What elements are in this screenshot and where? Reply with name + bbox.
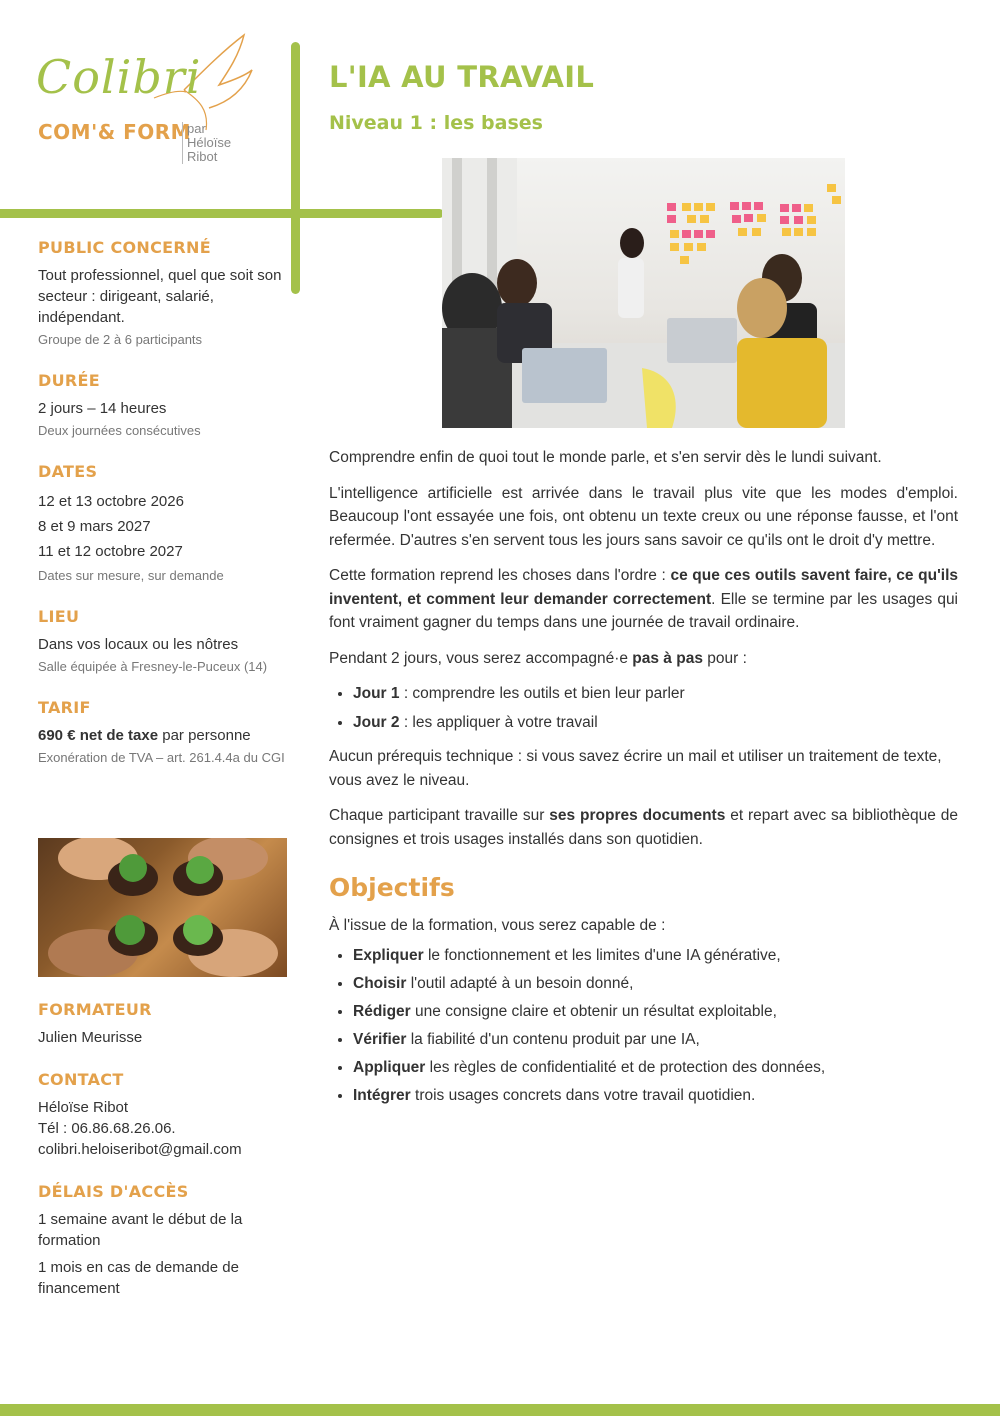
contact-email[interactable]: colibri.heloiseribot@gmail.com: [38, 1141, 242, 1158]
text-run-bold: pas à pas: [632, 649, 703, 667]
objectif-verb: Intégrer: [353, 1086, 411, 1104]
date-item: 12 et 13 octobre 2026: [38, 493, 184, 510]
contact-phone: Tél : 06.86.68.26.06.: [38, 1120, 176, 1137]
text-run-bold: ce que ces outils savent faire, ce qu'ils inventent, et comment leur demander correctement: [329, 567, 959, 608]
objectif-verb: Expliquer: [353, 946, 424, 964]
objectif-verb: Choisir: [353, 974, 407, 992]
paragraph: Aucun prérequis technique : si vous savez écrire un mail et utiliser un traitement de texte, vous avez le niveau.: [329, 748, 942, 789]
day-label: Jour 1: [353, 685, 400, 702]
duree-title: DURÉE: [38, 371, 100, 390]
delais-title: DÉLAIS D'ACCÈS: [38, 1182, 189, 1201]
dates-note: Dates sur mesure, sur demande: [38, 568, 224, 583]
tarif-title: TARIF: [38, 698, 91, 717]
contact-section: [38, 1070, 288, 1160]
objectifs-title: Objectifs: [329, 873, 455, 902]
list-item: [353, 1084, 958, 1108]
paragraph: L'intelligence artificielle est arrivée dans le travail plus vite que les modes d'emploi. Beaucoup l'ont essayée une fois, ont obtenu un texte creux ou une réponse fausse, et l'ont refermée. D'autres s'en servent tous les jours sans savoir ce qu'ils ont le droit d'y mettre.: [329, 484, 958, 549]
tarif-price: 690 € net de taxe: [38, 727, 159, 744]
horizontal-accent-line: [0, 209, 444, 218]
objectif-text: les règles de confidentialité et de protection des données,: [425, 1058, 826, 1076]
date-item: 8 et 9 mars 2027: [38, 518, 151, 535]
days-list: [329, 682, 958, 735]
objectif-text: le fonctionnement et les limites d'une IA générative,: [423, 946, 781, 964]
day-text: : comprendre les outils et bien leur parler: [399, 685, 685, 702]
tarif-price-suffix: par personne: [158, 727, 251, 744]
delais-item: 1 semaine avant le début de la formation: [38, 1211, 243, 1249]
public-text: Tout professionnel, quel que soit son secteur : dirigeant, salarié, indépendant.: [38, 267, 282, 326]
sidebar: [38, 238, 288, 789]
logo-by-line: Ribot: [187, 149, 218, 164]
text-run: Chaque participant travaille sur: [329, 807, 550, 824]
logo-by-text: [182, 122, 267, 164]
logo-by-line: Héloïse: [187, 135, 232, 150]
intro-paragraph: Comprendre enfin de quoi tout le monde parle, et s'en servir dès le lundi suivant.: [329, 449, 882, 466]
day-text: : les appliquer à votre travail: [399, 714, 598, 731]
public-section: [38, 238, 288, 349]
dates-section: [38, 462, 288, 585]
office-meeting-illustration: [442, 158, 845, 428]
main-content: [329, 446, 958, 1112]
list-item: [353, 711, 958, 735]
public-note: Groupe de 2 à 6 participants: [38, 332, 203, 347]
delais-item: 1 mois en cas de demande de financement: [38, 1259, 239, 1297]
formateur-name: Julien Meurisse: [38, 1029, 143, 1046]
list-item: [353, 972, 958, 996]
objectif-text: trois usages concrets dans votre travail quotidien.: [410, 1086, 756, 1104]
logo-script-text: Colibri: [36, 50, 202, 104]
list-item: [353, 1000, 958, 1024]
page-subtitle: Niveau 1 : les bases: [329, 112, 543, 134]
paragraph: [329, 647, 958, 671]
objectif-text: l'outil adapté à un besoin donné,: [406, 974, 634, 992]
logo-brand-text: COM'& FORM: [38, 120, 192, 144]
list-item: [353, 944, 958, 968]
public-title: PUBLIC CONCERNÉ: [38, 238, 211, 257]
text-run: pour :: [702, 649, 747, 667]
objectif-verb: Appliquer: [353, 1058, 426, 1076]
objectifs-list: [329, 944, 958, 1108]
tarif-text: [38, 725, 288, 746]
vertical-accent-line: [291, 42, 300, 294]
office-meeting-photo: [442, 158, 845, 428]
objectif-verb: Vérifier: [353, 1030, 407, 1048]
duree-note: Deux journées consécutives: [38, 423, 201, 438]
dates-title: DATES: [38, 462, 98, 481]
text-run: et repart avec sa bibliothèque de consignes et trois usages installés dans son quotidien.: [329, 807, 958, 848]
lieu-note: Salle équipée à Fresney-le-Puceux (14): [38, 659, 268, 674]
objectifs-lead: À l'issue de la formation, vous serez capable de :: [329, 917, 666, 934]
day-label: Jour 2: [353, 714, 400, 731]
tarif-section: [38, 698, 288, 767]
plants-hands-photo: [38, 838, 287, 977]
sidebar-lower: [38, 1000, 288, 1321]
text-run-bold: ses propres documents: [549, 807, 726, 824]
bottom-accent-bar: [0, 1404, 1000, 1416]
lieu-section: [38, 607, 288, 676]
list-item: [353, 682, 958, 706]
date-item: 11 et 12 octobre 2027: [38, 543, 183, 560]
tarif-note: Exonération de TVA – art. 261.4.4a du CGI: [38, 750, 285, 765]
delais-section: [38, 1182, 288, 1299]
text-run: Pendant 2 jours, vous serez accompagné·e: [329, 649, 633, 667]
text-run: Cette formation reprend les choses dans l'ordre :: [329, 567, 671, 584]
duree-text: 2 jours – 14 heures: [38, 400, 167, 417]
objectif-text: une consigne claire et obtenir un résultat exploitable,: [410, 1002, 777, 1020]
formateur-section: [38, 1000, 288, 1048]
lieu-title: LIEU: [38, 607, 80, 626]
objectif-verb: Rédiger: [353, 1002, 411, 1020]
logo: [34, 30, 274, 170]
page-title: L'IA AU TRAVAIL: [329, 60, 595, 94]
paragraph: [329, 804, 958, 851]
contact-name: Héloïse Ribot: [38, 1099, 129, 1116]
paragraph: [329, 564, 958, 635]
objectif-text: la fiabilité d'un contenu produit par une IA,: [406, 1030, 700, 1048]
text-run: . Elle se termine par les usages qui font vraiment gagner du temps dans une journée de travail ordinaire.: [329, 590, 959, 631]
duree-section: [38, 371, 288, 440]
contact-title: CONTACT: [38, 1070, 124, 1089]
list-item: [353, 1028, 958, 1052]
formateur-title: FORMATEUR: [38, 1000, 152, 1019]
plants-hands-illustration: [38, 838, 287, 977]
lieu-text: Dans vos locaux ou les nôtres: [38, 636, 239, 653]
list-item: [353, 1056, 958, 1080]
logo-by-line: par: [187, 121, 206, 136]
